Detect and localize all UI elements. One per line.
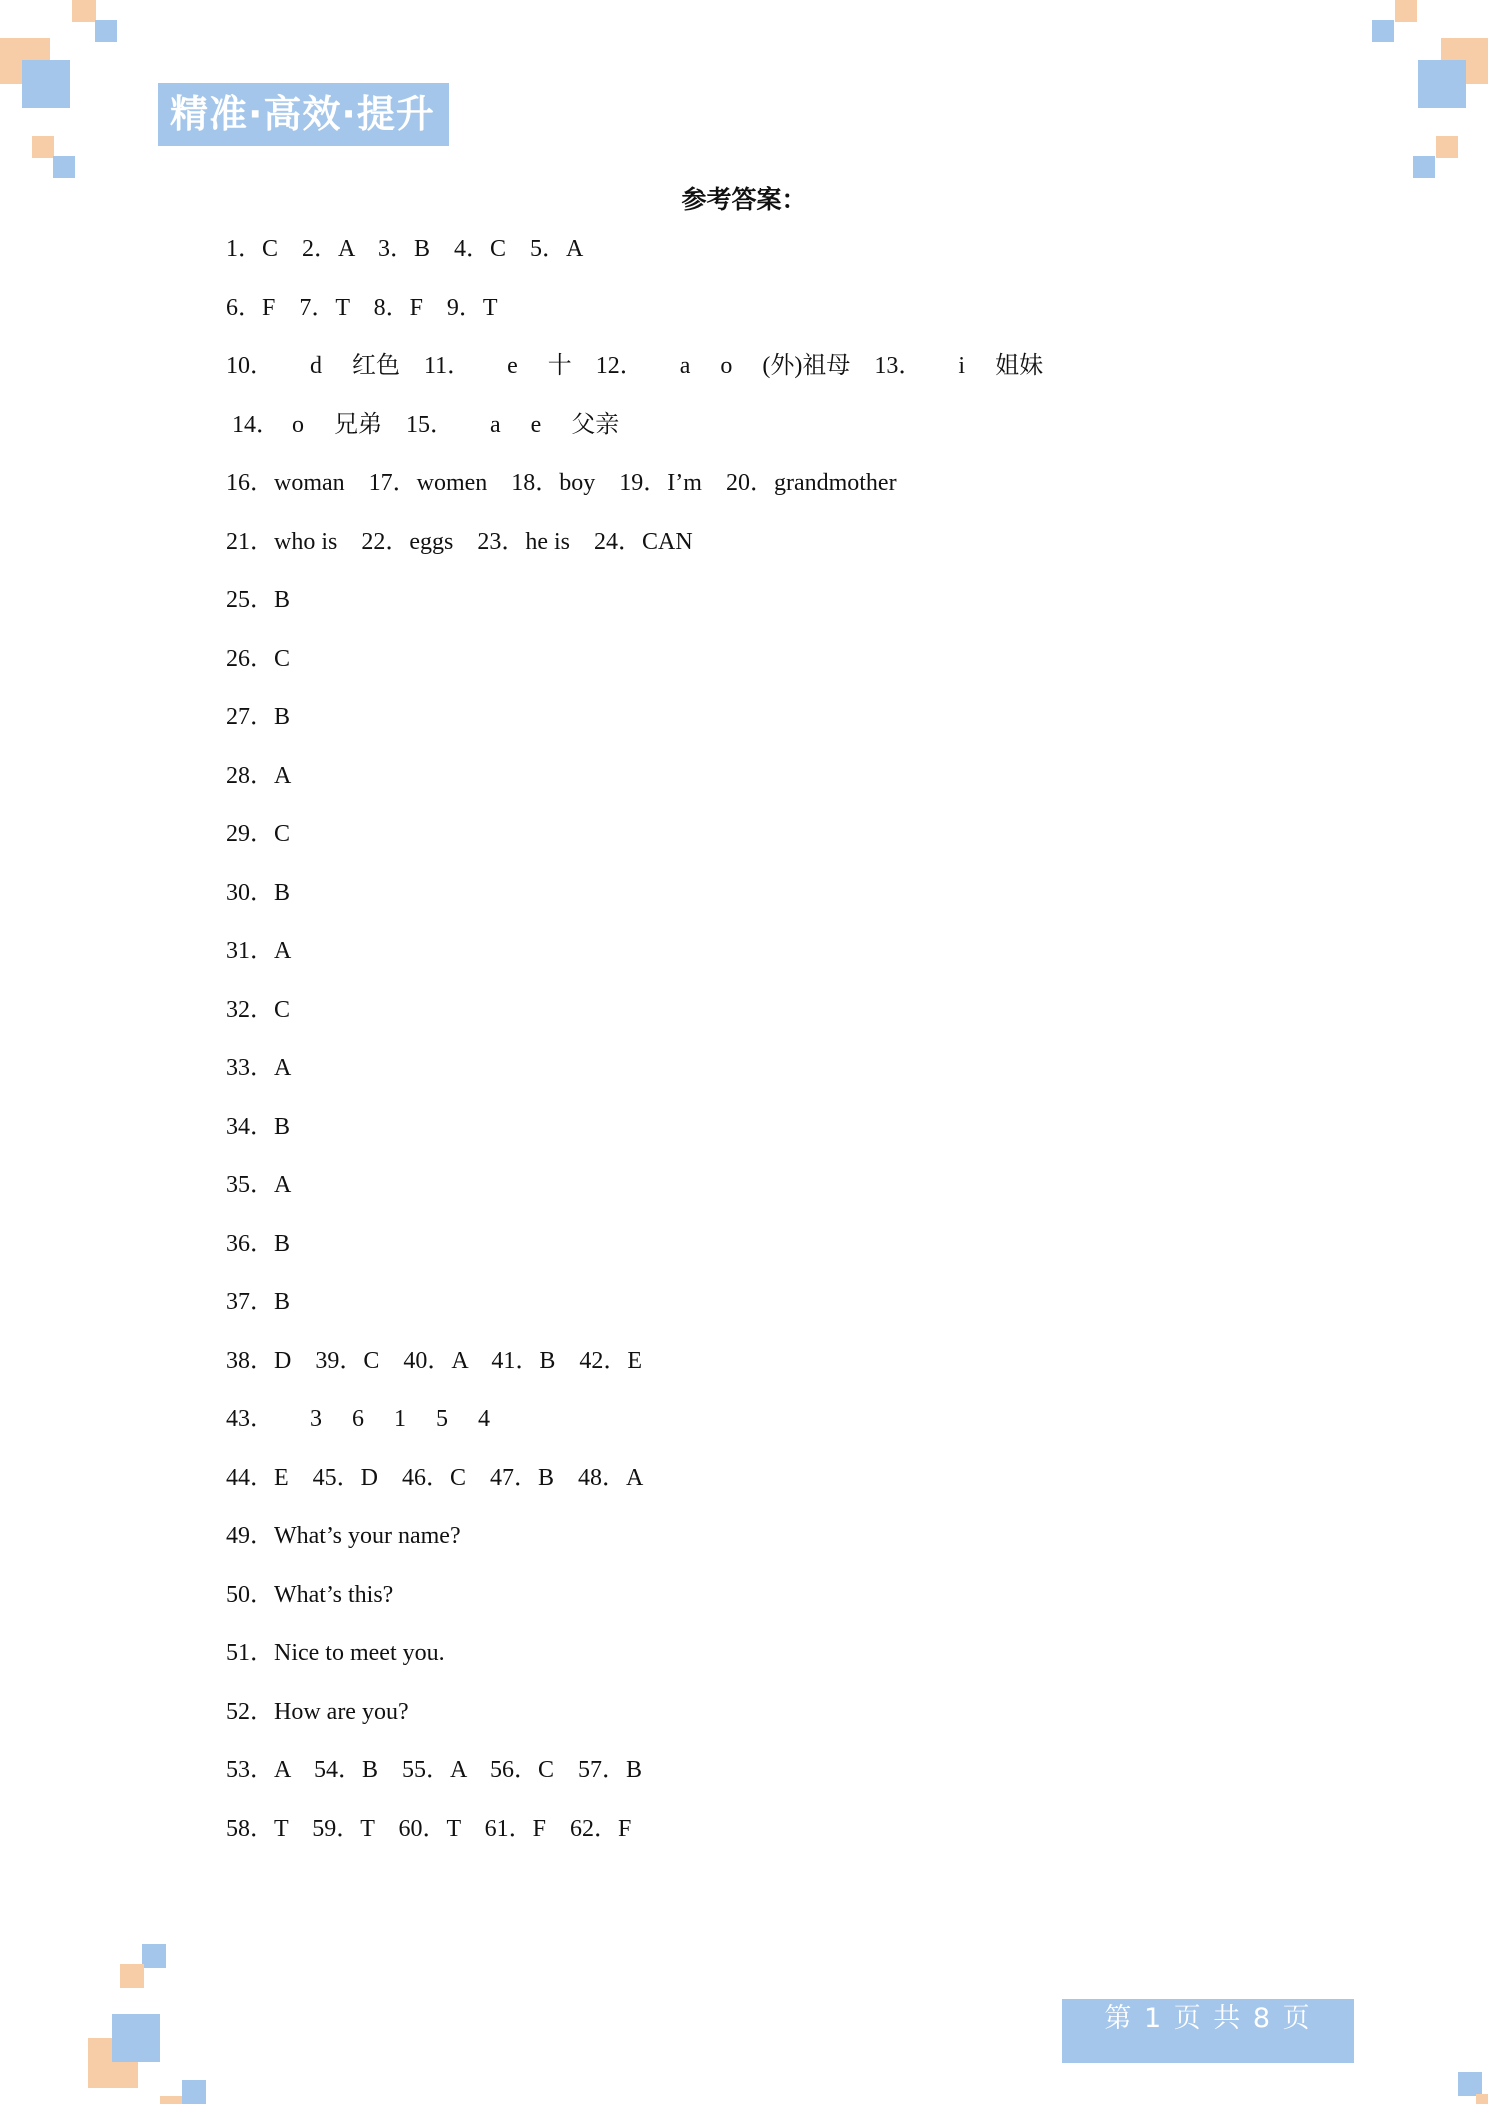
answer-line: 29．C — [226, 821, 291, 847]
answer-line: 26．C — [226, 646, 291, 672]
brand-banner: 精准·高效·提升 — [158, 83, 449, 146]
answer-line: 51．Nice to meet you. — [226, 1640, 445, 1666]
page-number-label: 第 1 页 共 8 页 — [1062, 1999, 1354, 2063]
answer-line: 27．B — [226, 704, 291, 730]
answer-line: 32．C — [226, 997, 291, 1023]
answer-line: 44．E 45．D 46．C 47．B 48．A — [226, 1465, 644, 1491]
answer-line: 28．A — [226, 763, 292, 789]
answer-line: 43． 3 6 1 5 4 — [226, 1406, 490, 1432]
answer-line: 52．How are you? — [226, 1699, 409, 1725]
answer-line: 1．C 2．A 3．B 4．C 5．A — [226, 236, 584, 262]
answer-line: 16．woman 17．women 18．boy 19．I’m 20．grandmother — [226, 470, 897, 496]
answer-line: 30．B — [226, 880, 291, 906]
answer-line: 36．B — [226, 1231, 291, 1257]
answer-line: 14． o 兄弟 15． a e 父亲 — [226, 412, 620, 438]
answer-line: 21．who is 22．eggs 23．he is 24．CAN — [226, 529, 693, 555]
answer-line: 49．What’s your name? — [226, 1523, 461, 1549]
answer-line: 58．T 59．T 60．T 61．F 62．F — [226, 1816, 632, 1842]
answer-line: 10． d 红色 11． e 十 12． a o (外)祖母 13． i 姐妹 — [226, 353, 1044, 379]
answer-line: 31．A — [226, 938, 292, 964]
answer-line: 33．A — [226, 1055, 292, 1081]
answer-line: 35．A — [226, 1172, 292, 1198]
answer-line: 34．B — [226, 1114, 291, 1140]
page-title: 参考答案： — [681, 187, 807, 214]
answer-line: 6．F 7．T 8．F 9．T — [226, 295, 498, 321]
answer-line: 37．B — [226, 1289, 291, 1315]
answer-line: 38．D 39．C 40．A 41．B 42．E — [226, 1348, 643, 1374]
answer-line: 25．B — [226, 587, 291, 613]
answer-line: 53．A 54．B 55．A 56．C 57．B — [226, 1757, 643, 1783]
answer-line: 50．What’s this? — [226, 1582, 394, 1608]
